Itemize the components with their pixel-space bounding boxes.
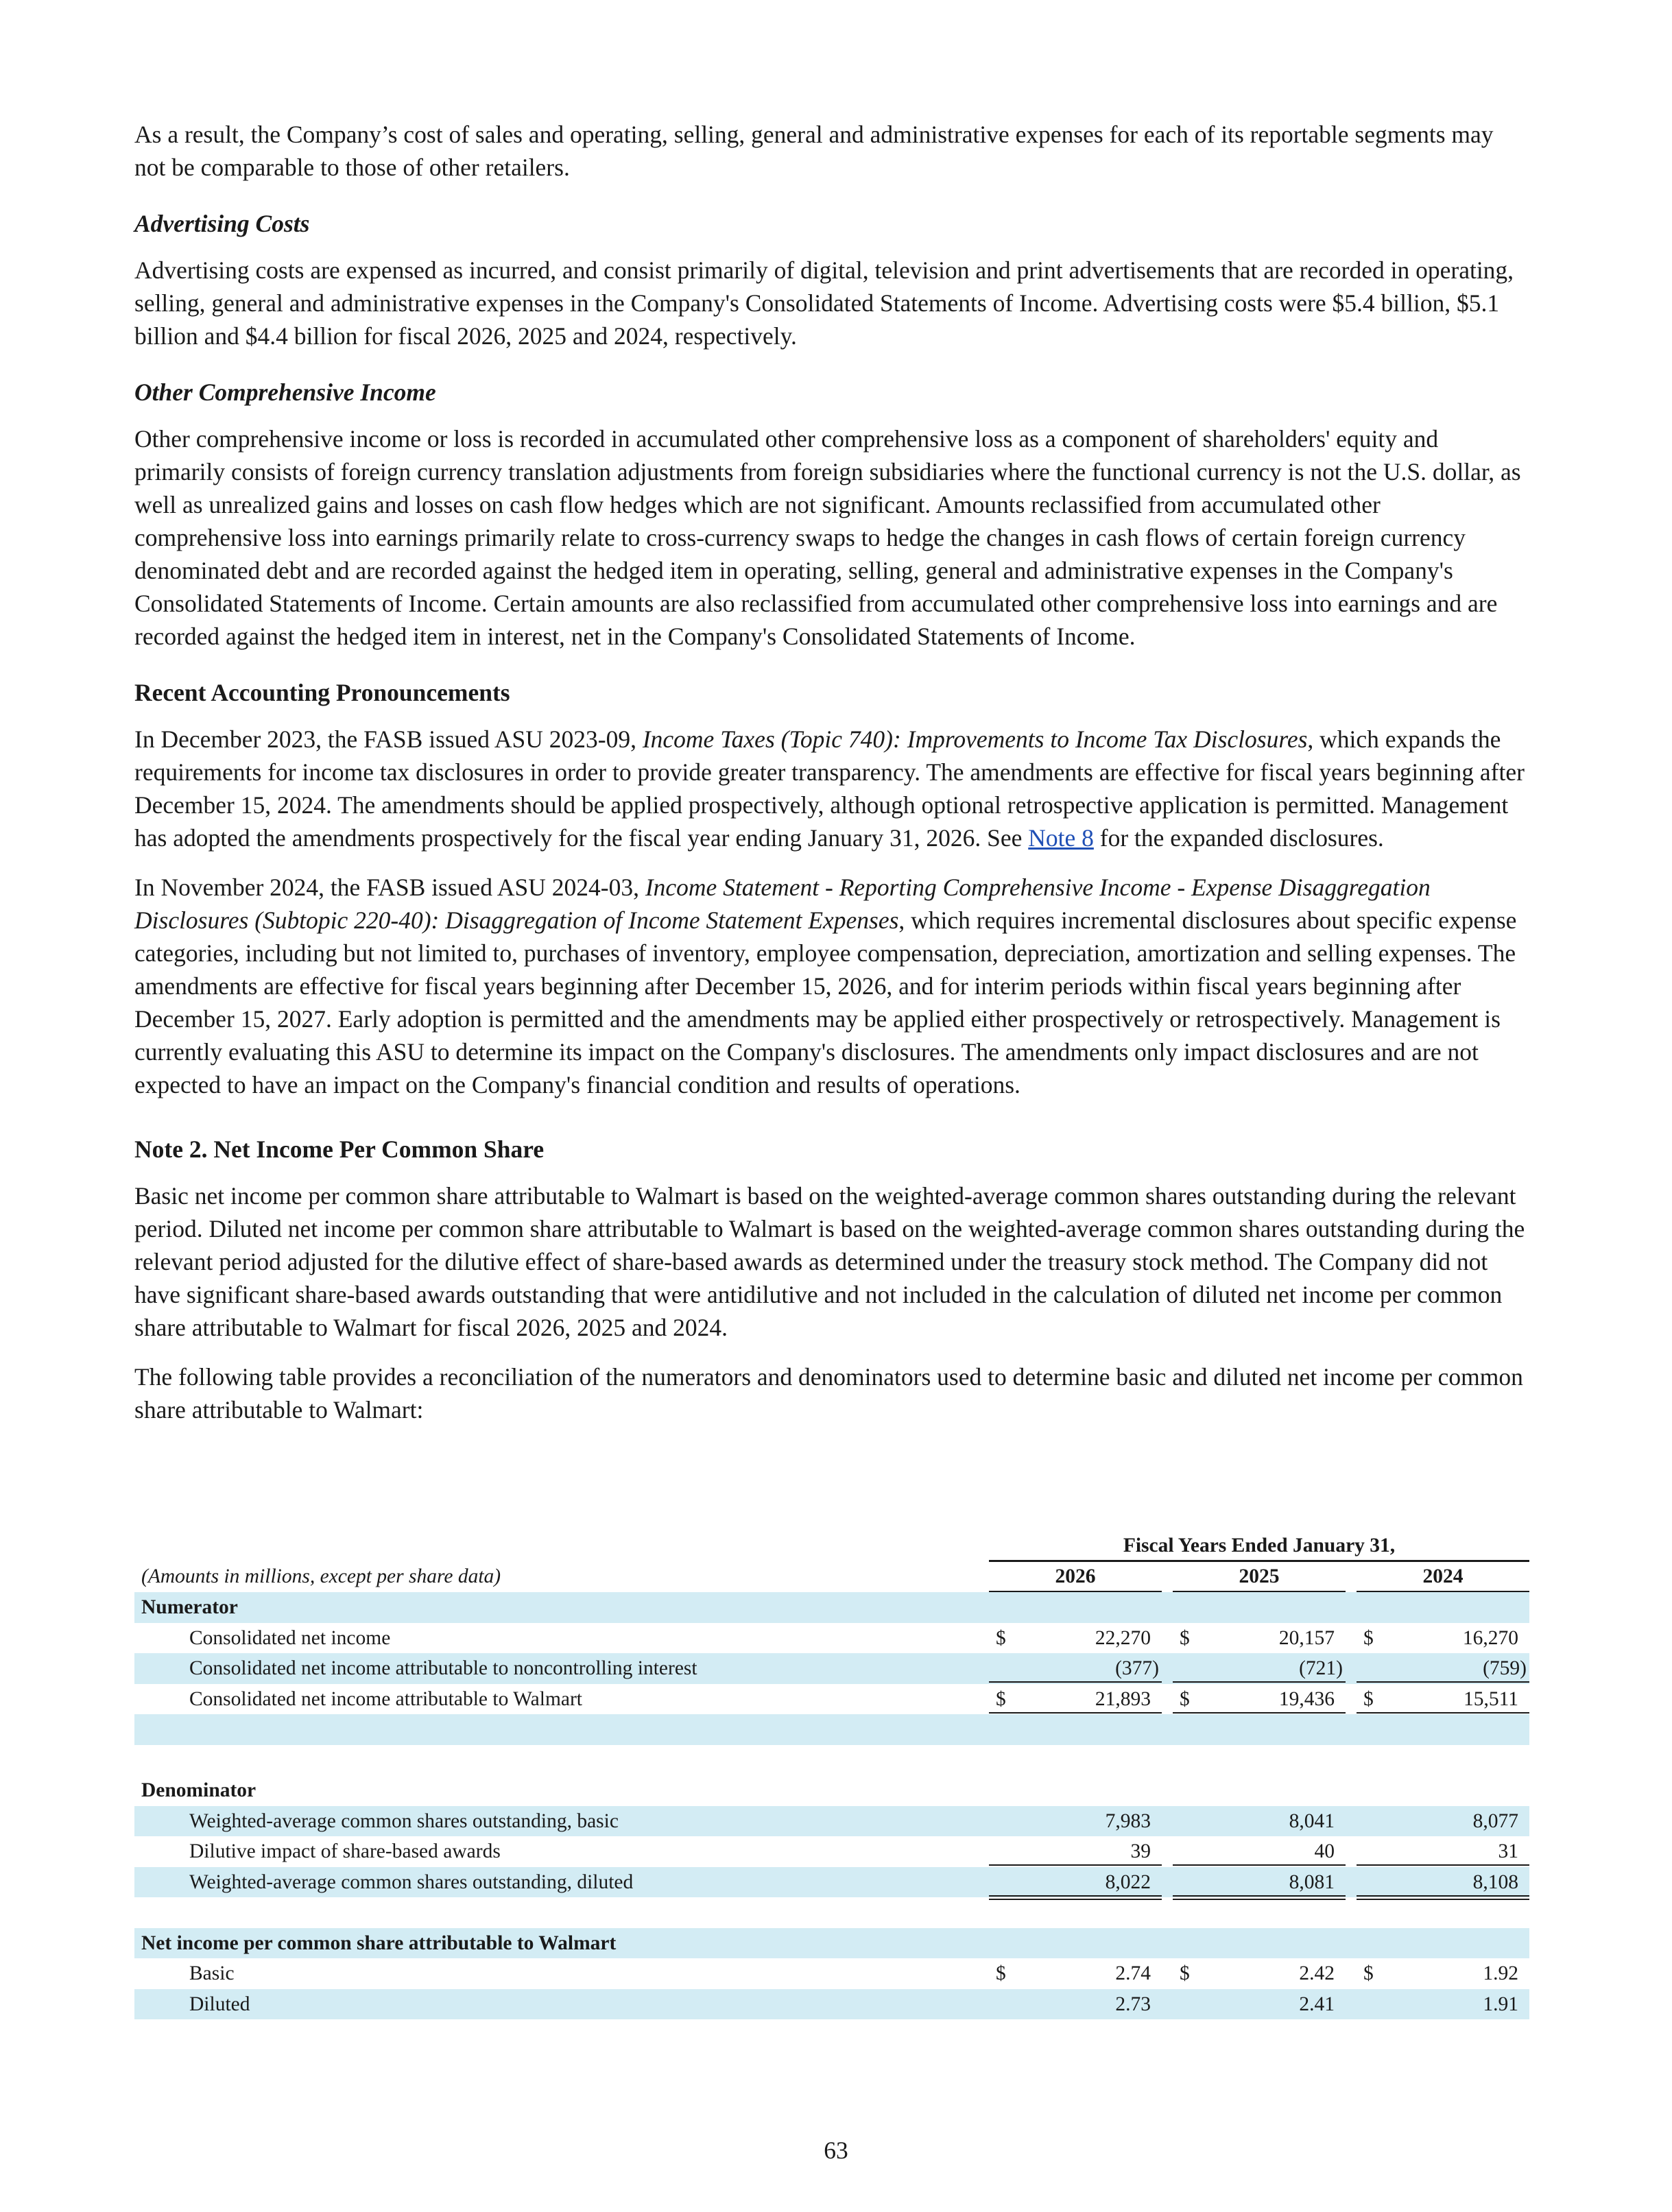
table-intro-paragraph: The following table provides a reconciliation of the numerators and denominators used to determine basic and diluted net income per common share attributable to Walmart: [134, 1363, 1523, 1423]
subtotal-rule [1173, 1864, 1346, 1866]
spacer-row [134, 1897, 1529, 1928]
cell-value: (721) [1299, 1657, 1343, 1679]
other-comprehensive-income-heading: Other Comprehensive Income [134, 378, 436, 406]
page-number: 63 [824, 2137, 848, 2164]
cell-value: 2.74 [1115, 1962, 1151, 1984]
subtotal-rule [989, 1681, 1162, 1683]
subtotal-rule [1357, 1864, 1529, 1866]
subtotal-rule [989, 1864, 1162, 1866]
section-row [134, 1775, 1529, 1806]
table-row [134, 1867, 1529, 1898]
row-label: Consolidated net income attributable to Walmart [189, 1687, 583, 1710]
cell-value: 1.91 [1483, 1993, 1518, 2015]
cell-value: 7,983 [1105, 1810, 1151, 1832]
table-row [134, 1623, 1529, 1654]
row-label: Weighted-average common shares outstanding, diluted [189, 1871, 634, 1893]
section-title: Numerator [141, 1596, 238, 1618]
cell-value: 8,081 [1289, 1871, 1335, 1893]
row-label: Weighted-average common shares outstanding, basic [189, 1810, 619, 1832]
currency-symbol: $ [1363, 1687, 1374, 1710]
cell-value: 8,041 [1289, 1810, 1335, 1832]
cell-value: 19,436 [1278, 1687, 1335, 1710]
fiscal-years-header: Fiscal Years Ended January 31, [1123, 1535, 1396, 1556]
table-row [134, 1653, 1529, 1684]
currency-symbol: $ [1180, 1626, 1190, 1649]
currency-symbol: $ [1180, 1687, 1190, 1710]
spacer-row [134, 1714, 1529, 1745]
cell-value: 8,022 [1105, 1871, 1151, 1893]
row-label: Consolidated net income [189, 1626, 391, 1649]
year-header: 2026 [1055, 1565, 1096, 1587]
currency-symbol: $ [996, 1962, 1006, 1984]
note-8-link[interactable]: Note 8 [1028, 824, 1094, 852]
asu-2024-03-paragraph: In November 2024, the FASB issued ASU 2024-03, Income Statement - Reporting Comprehensive Income - Expense Disaggregation Disclosures (Subtopic 220-40): Disaggregation of Income Statement Expenses, which requires incremental disclosures about specific expense categories, including but not limited to, purchases of inventory, employee compensation, depreciation, amortization and selling expenses. The amendments are effective for fiscal years beginning after December 15, 2026, and for interim periods within fiscal years beginning after December 15, 2027. Early adoption is permitted and the amendments may be applied either prospectively or retrospectively. Management is currently evaluating this ASU to determine its impact on the Company's disclosures. The amendments only impact disclosures and are not expected to have an impact on the Company's financial condition and results of operations. [134, 874, 1517, 1098]
section-row [134, 1592, 1529, 1623]
cell-value: 39 [1130, 1840, 1151, 1862]
cell-value: 8,077 [1472, 1810, 1518, 1832]
units-note: (Amounts in millions, except per share data) [141, 1565, 501, 1587]
cell-value: 16,270 [1462, 1626, 1518, 1649]
cell-value: (377) [1115, 1657, 1159, 1679]
row-label: Diluted [189, 1993, 250, 2015]
eps-reconciliation-table [134, 1530, 1529, 2019]
table-row [134, 1836, 1529, 1867]
currency-symbol: $ [1180, 1962, 1190, 1984]
table-header-fiscal [134, 1530, 1529, 1561]
cell-value: (759) [1483, 1657, 1527, 1679]
subtotal-rule [1357, 1681, 1529, 1683]
currency-symbol: $ [996, 1626, 1006, 1649]
note-2-heading: Note 2. Net Income Per Common Share [134, 1135, 545, 1163]
advertising-costs-heading: Advertising Costs [134, 210, 310, 237]
advertising-costs-paragraph: Advertising costs are expensed as incurred, and consist primarily of digital, television and print advertisements that are recorded in operating, selling, general and administrative expenses in the Company's Consolidated Statements of Income. Advertising costs were $5.4 billion, $5.1 billion and $4.4 billion for fiscal 2026, 2025 and 2024, respectively. [134, 256, 1514, 350]
cell-value: 2.42 [1299, 1962, 1335, 1984]
currency-symbol: $ [996, 1687, 1006, 1710]
section-row [134, 1928, 1529, 1959]
table-row [134, 1684, 1529, 1715]
currency-symbol: $ [1363, 1962, 1374, 1984]
cell-value: 1.92 [1483, 1962, 1518, 1984]
cell-value: 2.73 [1115, 1993, 1151, 2015]
row-label: Consolidated net income attributable to noncontrolling interest [189, 1657, 697, 1679]
cell-value: 15,511 [1463, 1687, 1518, 1710]
cell-value: 2.41 [1299, 1993, 1335, 2015]
section-title: Net income per common share attributable to Walmart [141, 1932, 617, 1954]
other-comprehensive-income-paragraph: Other comprehensive income or loss is recorded in accumulated other comprehensive loss as a component of shareholders' equity and primarily consists of foreign currency translation adjustments from foreign subsidiaries where the functional currency is not the U.S. dollar, as well as unrealized gains and losses on cash flow hedges which are not significant. Amounts reclassified from accumulated other comprehensive loss into earnings primarily relate to cross-currency swaps to hedge the changes in cash flows of certain foreign currency denominated debt and are recorded against the hedged item in operating, selling, general and administrative expenses in the Company's Consolidated Statements of Income. Certain amounts are also reclassified from accumulated other comprehensive loss into earnings and are recorded against the hedged item in interest, net in the Company's Consolidated Statements of Income. [134, 425, 1521, 650]
cell-value: 40 [1314, 1840, 1335, 1862]
recent-accounting-heading: Recent Accounting Pronouncements [134, 679, 510, 706]
table-row [134, 1989, 1529, 2020]
row-label: Basic [189, 1962, 235, 1984]
note-2-paragraph: Basic net income per common share attributable to Walmart is based on the weighted-average common shares outstanding during the relevant period. Diluted net income per common share attributable to Walmart is based on the weighted-average common shares outstanding during the relevant period adjusted for the dilutive effect of share-based awards as determined under the treasury stock method. The Company did not have significant share-based awards outstanding that were antidilutive and not included in the calculation of diluted net income per common share attributable to Walmart for fiscal 2026, 2025 and 2024. [134, 1182, 1525, 1341]
table-row [134, 1806, 1529, 1837]
cell-value: 21,893 [1095, 1687, 1151, 1710]
table-header-years [134, 1561, 1529, 1592]
table-row [134, 1958, 1529, 1989]
cell-value: 8,108 [1472, 1871, 1518, 1893]
cell-value: 22,270 [1095, 1626, 1151, 1649]
section-title: Denominator [141, 1779, 256, 1801]
cell-value: 31 [1498, 1840, 1518, 1862]
text-body [134, 118, 1529, 1426]
year-header: 2025 [1239, 1565, 1280, 1587]
asu-2023-09-paragraph: In December 2023, the FASB issued ASU 2023-09, Income Taxes (Topic 740): Improvements to Income Tax Disclosures, which expands the requirements for income tax disclosures in order to provide greater transparency. The amendments are effective for fiscal years beginning after December 15, 2024. The amendments should be applied prospectively, although optional retrospective application is permitted. Management has adopted the amendments prospectively for the fiscal year ending January 31, 2026. See Note 8 for the expanded disclosures. [134, 725, 1525, 852]
subtotal-rule [1173, 1681, 1346, 1683]
intro-paragraph: As a result, the Company’s cost of sales and operating, selling, general and administrative expenses for each of its reportable segments may not be comparable to those of other retailers. [134, 121, 1494, 181]
spacer-row [134, 1745, 1529, 1776]
row-label: Dilutive impact of share-based awards [189, 1840, 501, 1862]
cell-value: 20,157 [1278, 1626, 1335, 1649]
currency-symbol: $ [1363, 1626, 1374, 1649]
year-header: 2024 [1422, 1565, 1464, 1587]
